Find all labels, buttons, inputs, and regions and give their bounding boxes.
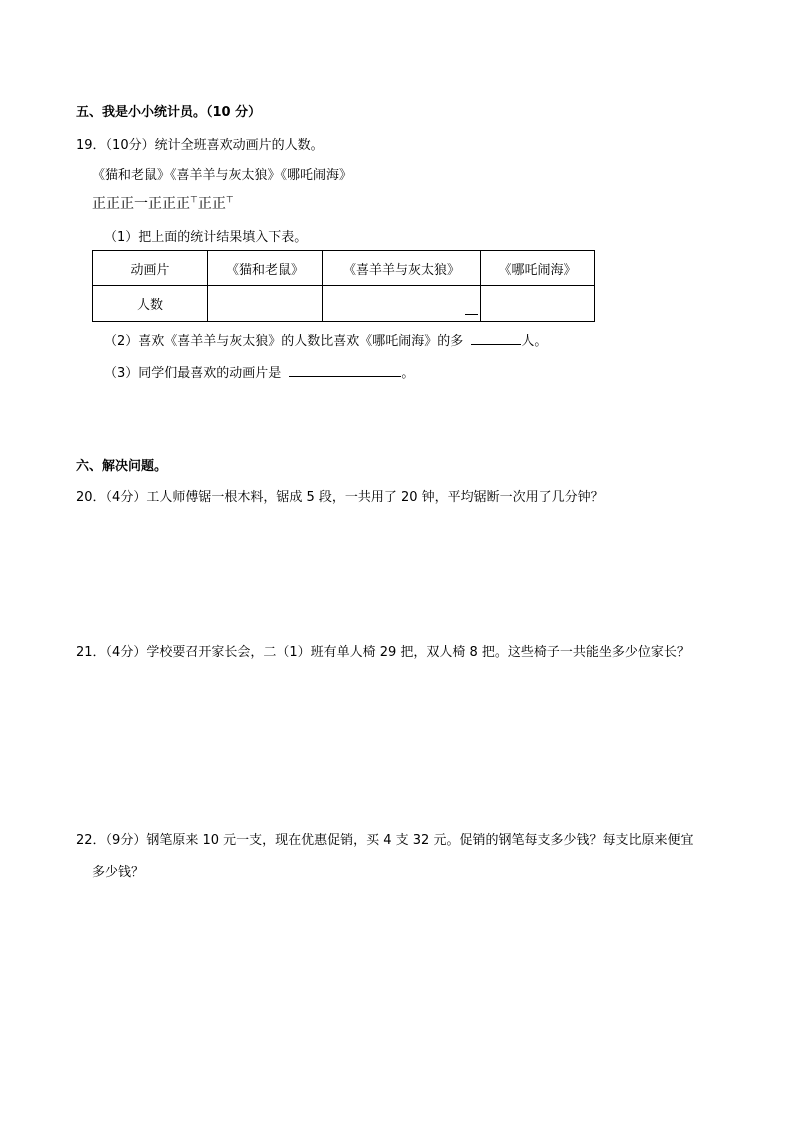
table-header-cell: 《哪吒闹海》 bbox=[481, 251, 595, 286]
part-2-answer-blank[interactable] bbox=[471, 344, 521, 345]
part-2-text: （2）喜欢《喜羊羊与灰太狼》的人数比喜欢《哪吒闹海》的多 bbox=[104, 334, 464, 349]
section-six-title: 六、解决问题。 bbox=[76, 459, 168, 474]
table-header-cell: 《猫和老鼠》 bbox=[208, 251, 323, 286]
question-21: 21．（4分）学校要召开家长会，二（1）班有单人椅 29 把，双人椅 8 把。这些椅子一共能坐多少位家长？ bbox=[76, 645, 690, 660]
section-five-title: 五、我是小小统计员。（10 分） bbox=[76, 105, 262, 120]
part-2-unit: 人。 bbox=[521, 334, 548, 349]
table-row bbox=[93, 286, 595, 322]
tally-group-a: 正正正一正正正 bbox=[92, 196, 190, 212]
table-header-row bbox=[93, 251, 595, 286]
table-header-cell: 动画片 bbox=[93, 251, 208, 286]
question-19-part-1: （1）把上面的统计结果填入下表。 bbox=[104, 230, 308, 245]
question-22-line-2: 多少钱？ bbox=[92, 865, 145, 880]
tally-group-b: 正正 bbox=[197, 196, 226, 212]
question-22-line-1: 22．（9分）钢笔原来 10 元一支，现在优惠促销，买 4 支 32 元。促销的钢笔每支多少钱？每支比原来便宜 bbox=[76, 833, 694, 848]
part-3-answer-blank[interactable] bbox=[289, 376, 401, 377]
answer-blank-line bbox=[465, 314, 478, 315]
cartoon-names-line: 《猫和老鼠》《喜羊羊与灰太狼》《哪吒闹海》 bbox=[92, 168, 353, 183]
tally-partial-mark-1: ⊤ bbox=[190, 195, 198, 206]
tally-partial-mark-2: ⊤ bbox=[225, 195, 234, 206]
row-label-people-count: 人数 bbox=[93, 286, 208, 322]
part-3-text: （3）同学们最喜欢的动画片是 bbox=[104, 366, 282, 381]
statistics-table bbox=[92, 250, 595, 322]
answer-cell-pleasant-goat[interactable] bbox=[323, 286, 481, 322]
question-19-part-2 bbox=[104, 330, 547, 349]
question-19-part-3 bbox=[104, 362, 414, 381]
part-3-end: 。 bbox=[401, 366, 415, 381]
answer-cell-nezha[interactable] bbox=[481, 286, 595, 322]
answer-cell-tom-and-jerry[interactable] bbox=[208, 286, 323, 322]
table-header-cell: 《喜羊羊与灰太狼》 bbox=[323, 251, 481, 286]
tally-marks-line bbox=[92, 193, 234, 213]
question-19-stem: 19．（10分）统计全班喜欢动画片的人数。 bbox=[76, 138, 324, 153]
question-20: 20．（4分）工人师傅锯一根木料，锯成 5 段，一共用了 20 钟，平均锯断一次用了几分钟？ bbox=[76, 490, 604, 505]
